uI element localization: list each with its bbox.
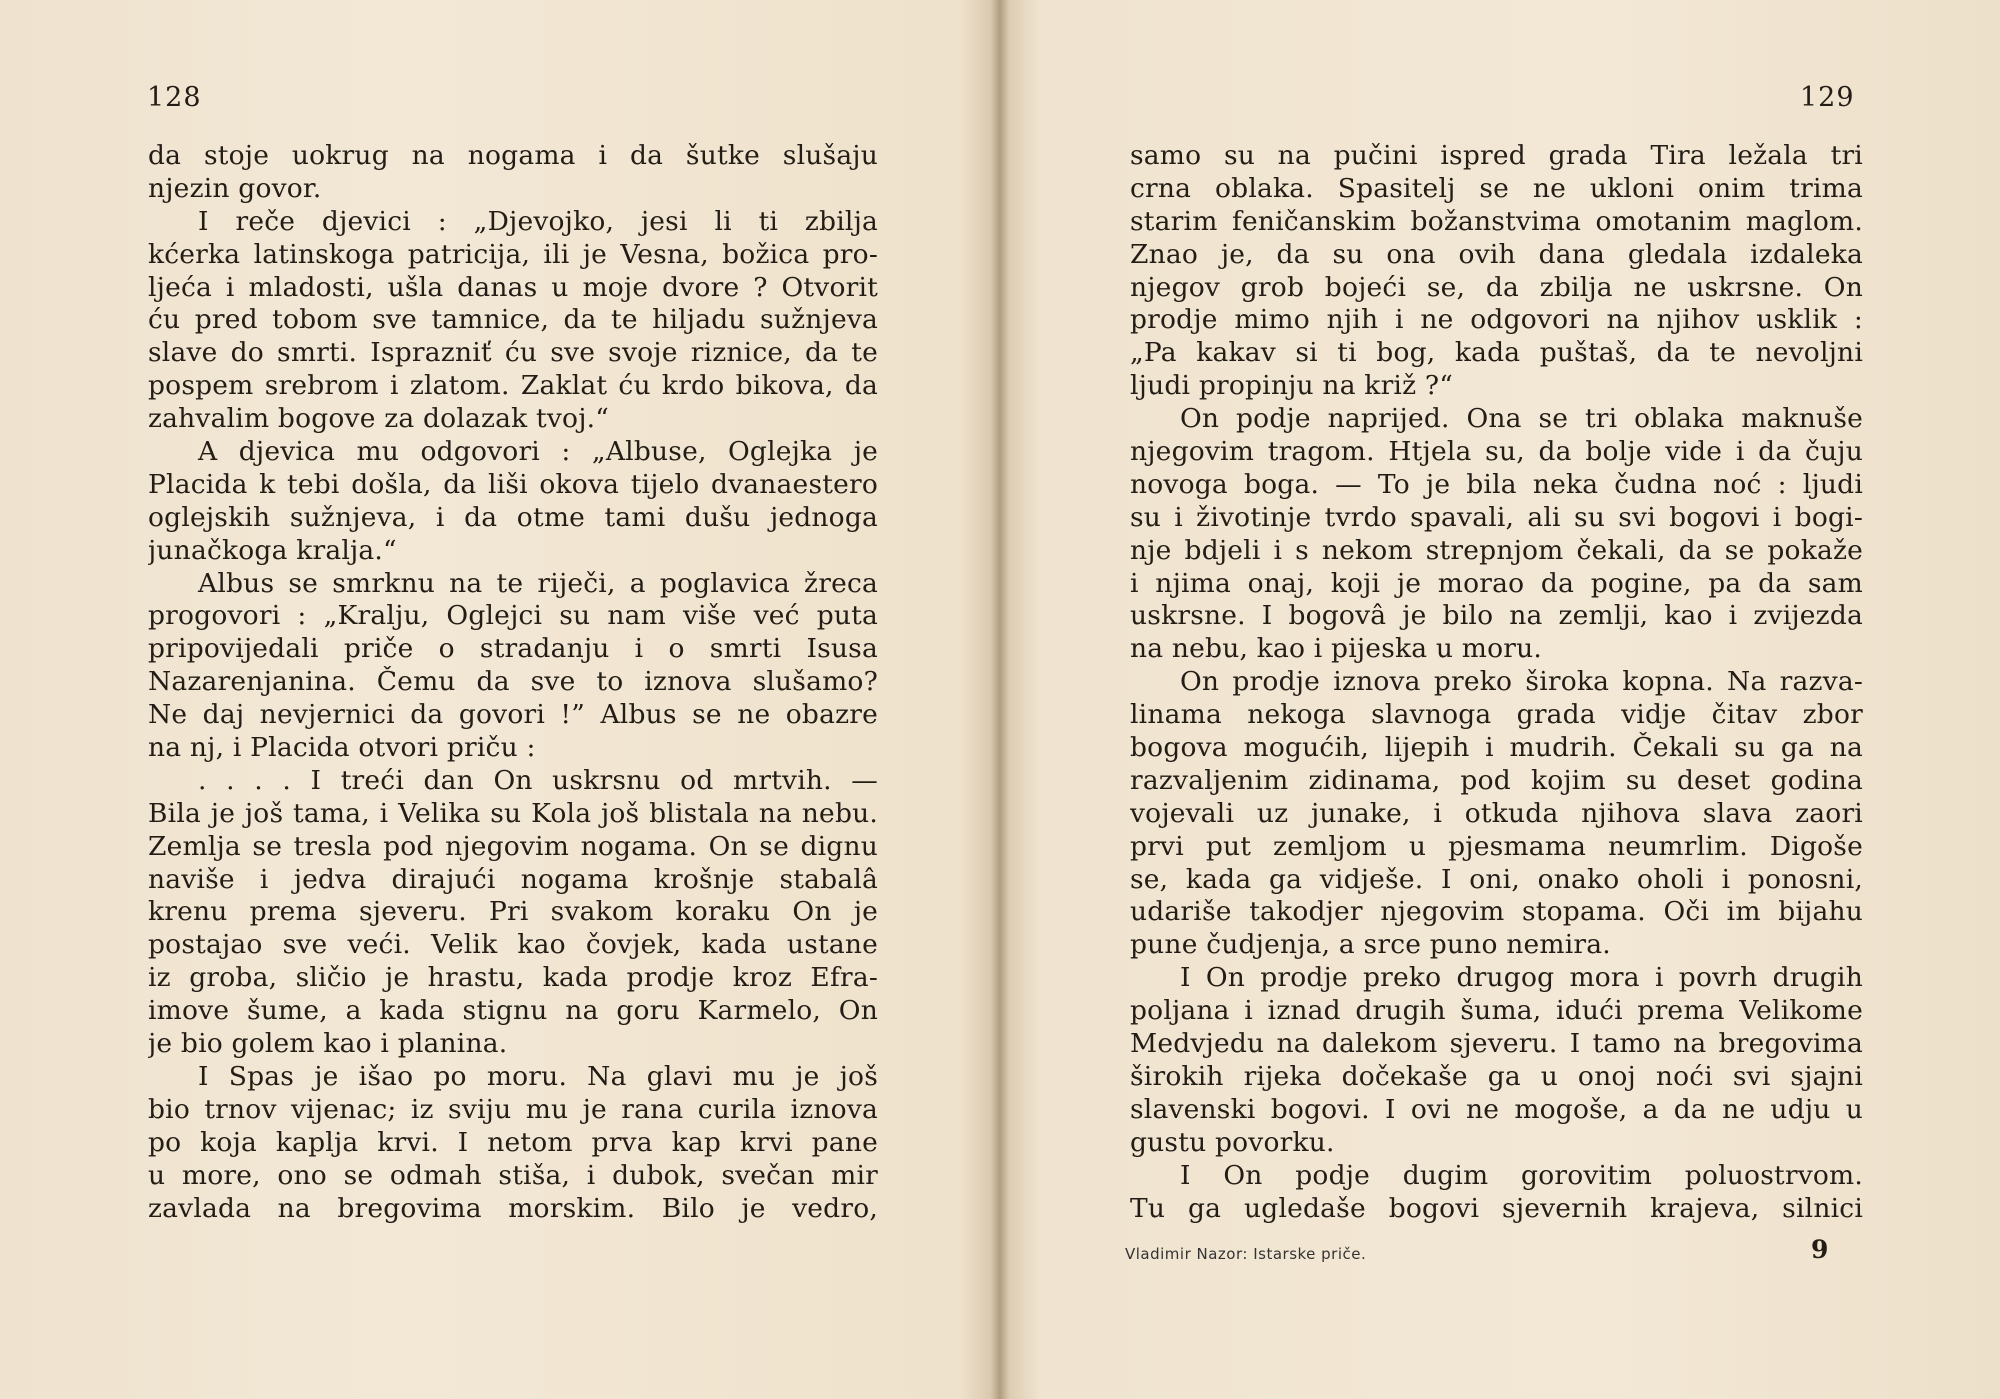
text-line: oglejskih sužnjeva, i da otme tami dušu jednoga — [148, 501, 878, 533]
text-line: su i životinje tvrdo spavali, ali su svi bogovi i bogi- — [1130, 501, 1863, 533]
text-line: zavlada na bregovima morskim. Bilo je vedro, — [148, 1192, 878, 1224]
text-line: ljudi propinju na križ ?“ — [1130, 370, 1454, 402]
text-line: I Spas je išao po moru. Na glavi mu je još — [198, 1060, 878, 1092]
text-line: njezin govor. — [148, 172, 322, 204]
text-line: Medvjedu na dalekom sjeveru. I tamo na bregovima — [1130, 1028, 1863, 1060]
text-line: A djevica mu odgovori : „Albuse, Oglejka je — [198, 436, 878, 468]
text-line: samo su na pučini ispred grada Tira ležala tri — [1130, 140, 1863, 171]
text-line: gustu povorku. — [1130, 1126, 1335, 1158]
text-line: na nebu, kao i pijeska u moru. — [1130, 633, 1543, 665]
left-page-text — [148, 140, 878, 1225]
text-line: Zemlja se tresla pod njegovim nogama. On se dignu — [148, 830, 878, 862]
text-line: I On podje dugim gorovitim poluostrvom. — [1180, 1159, 1863, 1191]
left-page — [0, 0, 995, 1399]
text-line: Znao je, da su ona ovih dana gledala izdaleka — [1130, 238, 1863, 270]
text-line: zahvalim bogove za dolazak tvoj.“ — [148, 403, 609, 435]
text-line: Albus se smrknu na te riječi, a poglavica žreca — [198, 567, 878, 599]
text-line: crna oblaka. Spasitelj se ne ukloni onim trima — [1130, 172, 1863, 204]
page-number-right: 129 — [1800, 82, 1855, 113]
signature-mark: 9 — [1811, 1235, 1829, 1264]
text-line: I On prodje preko drugog mora i povrh drugih — [1180, 962, 1863, 994]
text-line: prvi put zemljom u pjesmama neumrlim. Digoše — [1130, 830, 1863, 862]
text-line: On prodje iznova preko široka kopna. Na razva- — [1180, 666, 1863, 698]
text-line: „Pa kakav si ti bog, kada puštaš, da te nevoljni — [1130, 337, 1863, 369]
text-line: je bio golem kao i planina. — [148, 1028, 508, 1060]
text-line: uskrsne. I bogovâ je bilo na zemlji, kao i zvijezda — [1130, 600, 1863, 632]
text-line: pripovijedali priče o stradanju i o smrti Isusa — [148, 633, 878, 665]
text-line: da stoje uokrug na nogama i da šutke slušaju — [148, 140, 878, 171]
text-line: Nazarenjanina. Čemu da sve to iznova slušamo? — [148, 666, 878, 698]
text-line: njegov grob bojeći se, da zbilja ne uskrsne. On — [1130, 271, 1863, 303]
text-line: na nj, i Placida otvori priču : — [148, 732, 536, 764]
text-line: Placida k tebi došla, da liši okova tijelo dvanaestero — [148, 468, 878, 500]
text-line: i njima onaj, koji je morao da pogine, pa da sam — [1130, 567, 1863, 599]
text-line: novoga boga. — To je bila neka čudna noć : ljudi — [1130, 468, 1863, 500]
text-line: bogova mogućih, lijepih i mudrih. Čekali su ga na — [1130, 732, 1863, 764]
text-line: kćerka latinskoga patricija, ili je Vesna, božica pro- — [148, 238, 878, 270]
text-line: vojevali uz junake, i otkuda njihova slava zaori — [1130, 797, 1863, 829]
text-line: starim feničanskim božanstvima omotanim maglom. — [1130, 205, 1863, 237]
text-line: Ne daj nevjernici da govori !” Albus se ne obazre — [148, 699, 878, 731]
text-line: iz groba, sličio je hrastu, kada prodje kroz Efra- — [148, 962, 878, 994]
text-line: slavenski bogovi. I ovi ne mogoše, a da ne udju u — [1130, 1093, 1863, 1125]
text-line: u more, ono se odmah stiša, i dubok, svečan mir — [148, 1159, 878, 1191]
text-line: junačkoga kralja.“ — [148, 534, 397, 566]
text-line: linama nekoga slavnoga grada vidje čitav zbor — [1130, 699, 1863, 731]
text-line: pune čudjenja, a srce puno nemira. — [1130, 929, 1611, 961]
page-number-left: 128 — [147, 82, 202, 113]
text-line: Tu ga ugledaše bogovi sjevernih krajeva, silnici — [1130, 1192, 1863, 1224]
text-line: imove šume, a kada stignu na goru Karmelo, On — [148, 995, 878, 1027]
text-line: ljeća i mladosti, ušla danas u moje dvore ? Otvorit — [148, 271, 878, 303]
text-line: naviše i jedva dirajući nogama krošnje stabalâ — [148, 863, 878, 895]
text-line: poljana i iznad drugih šuma, idući prema Velikome — [1130, 995, 1863, 1027]
text-line: širokih rijeka dočekaše ga u onoj noći svi sjajni — [1130, 1060, 1863, 1092]
text-line: Bila je još tama, i Velika su Kola još blistala na nebu. — [148, 797, 878, 829]
text-line: krenu prema sjeveru. Pri svakom koraku On je — [148, 896, 878, 928]
text-line: razvaljenim zidinama, pod kojim su deset godina — [1130, 764, 1863, 796]
text-line: prodje mimo njih i ne odgovori na njihov usklik : — [1130, 304, 1863, 336]
text-line: njegovim tragom. Htjela su, da bolje vide i da čuju — [1130, 436, 1863, 468]
text-line: On podje naprijed. Ona se tri oblaka maknuše — [1180, 403, 1863, 435]
text-line: se, kada ga vidješe. I oni, onako oholi i ponosni, — [1130, 863, 1863, 895]
text-line: . . . . I treći dan On uskrsnu od mrtvih. — — [198, 764, 878, 796]
text-line: nje bdjeli i s nekom strepnjom čekali, da se pokaže — [1130, 534, 1863, 566]
text-line: slave do smrti. Isprazniť ću sve svoje riznice, da te — [148, 337, 878, 369]
text-line: postajao sve veći. Velik kao čovjek, kada ustane — [148, 929, 878, 961]
text-line: progovori : „Kralju, Oglejci su nam više već puta — [148, 600, 878, 632]
text-line: ću pred tobom sve tamnice, da te hiljadu sužnjeva — [148, 304, 878, 336]
text-line: pospem srebrom i zlatom. Zaklat ću krdo bikova, da — [148, 370, 878, 402]
right-page — [1005, 0, 2000, 1399]
text-line: udariše takodjer njegovim stopama. Oči im bijahu — [1130, 896, 1863, 928]
text-line: bio trnov vijenac; iz sviju mu je rana curila iznova — [148, 1093, 878, 1125]
text-line: I reče djevici : „Djevojko, jesi li ti zbilja — [198, 205, 878, 237]
text-line: po koja kaplja krvi. I netom prva kap krvi pane — [148, 1126, 878, 1158]
page-footer: Vladimir Nazor: Istarske priče. — [1125, 1245, 1367, 1263]
right-page-text — [1130, 140, 1863, 1225]
